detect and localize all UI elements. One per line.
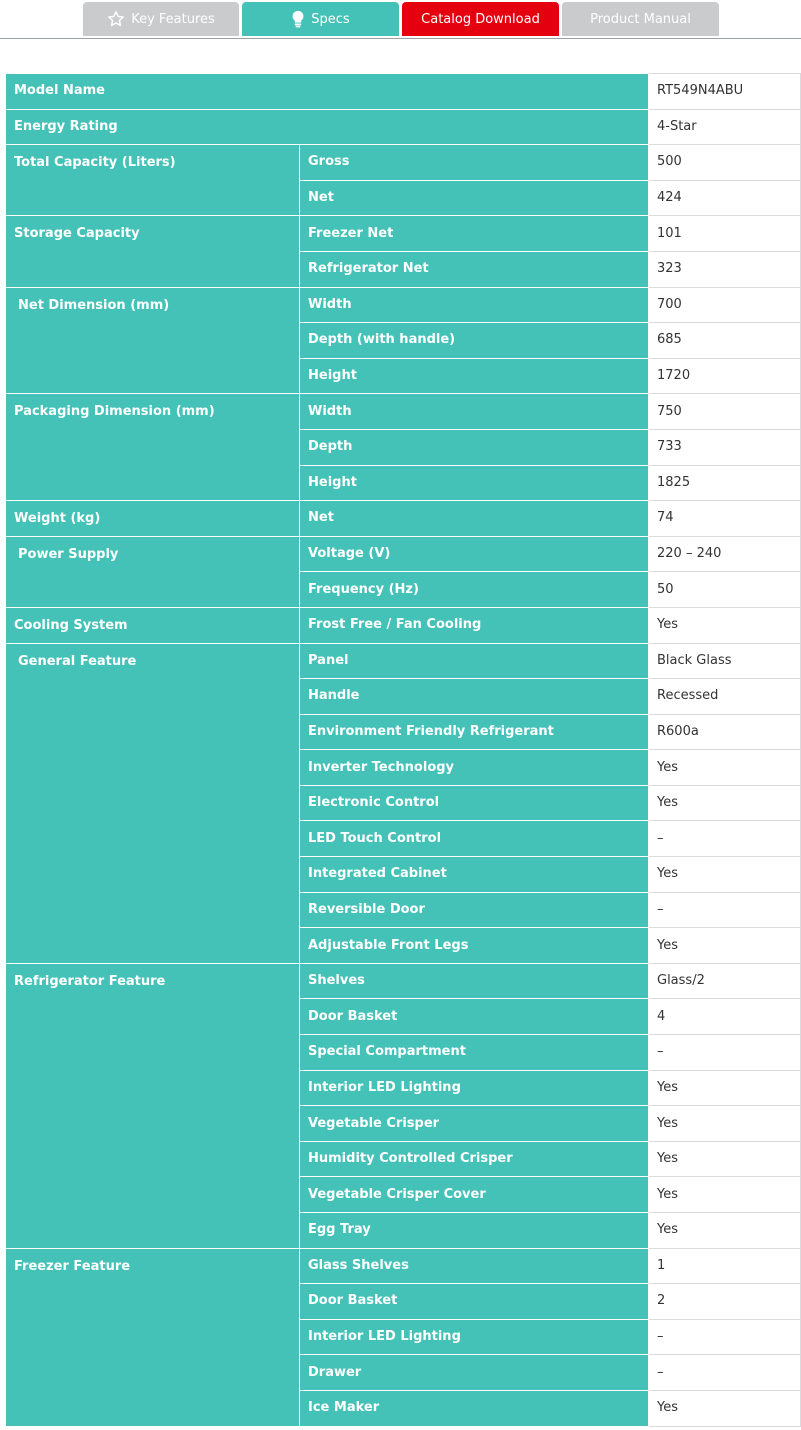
spec-value: –: [649, 1355, 801, 1391]
spec-group-label: Storage Capacity: [6, 216, 300, 287]
spec-label: Adjustable Front Legs: [300, 928, 649, 964]
table-row: [6, 963, 801, 999]
spec-label: Handle: [300, 679, 649, 715]
spec-group-label: Net Dimension (mm): [6, 287, 300, 394]
spec-value: Yes: [649, 1390, 801, 1426]
spec-value: Black Glass: [649, 643, 801, 679]
spec-label: Environment Friendly Refrigerant: [300, 714, 649, 750]
spec-value: 733: [649, 429, 801, 465]
spec-label: Vegetable Crisper Cover: [300, 1177, 649, 1213]
table-row: [6, 216, 801, 252]
spec-group-label: Packaging Dimension (mm): [6, 394, 300, 501]
table-row: [6, 74, 801, 110]
specs-table: [5, 73, 801, 1427]
spec-value: 700: [649, 287, 801, 323]
spec-group-label: General Feature: [6, 643, 300, 963]
spec-value: 500: [649, 145, 801, 181]
spec-value: Yes: [649, 1177, 801, 1213]
tab-catalog-download[interactable]: [402, 2, 559, 36]
spec-value: 750: [649, 394, 801, 430]
spec-label: Height: [300, 465, 649, 501]
spec-value: Yes: [649, 607, 801, 643]
spec-label: Refrigerator Net: [300, 251, 649, 287]
spec-label: Integrated Cabinet: [300, 857, 649, 893]
spec-label: Inverter Technology: [300, 750, 649, 786]
spec-value: 4-Star: [649, 109, 801, 145]
spec-label: Drawer: [300, 1355, 649, 1391]
spec-value: 220 – 240: [649, 536, 801, 572]
spec-group-label: Cooling System: [6, 607, 300, 643]
spec-label: Door Basket: [300, 1284, 649, 1320]
spec-label: Vegetable Crisper: [300, 1106, 649, 1142]
tab-specs[interactable]: [242, 2, 399, 36]
table-row: [6, 501, 801, 537]
spec-value: RT549N4ABU: [649, 74, 801, 110]
spec-label: Net: [300, 180, 649, 216]
spec-label: Depth: [300, 429, 649, 465]
spec-value: 50: [649, 572, 801, 608]
spec-label: Depth (with handle): [300, 323, 649, 359]
spec-label: Shelves: [300, 963, 649, 999]
table-row: [6, 394, 801, 430]
spec-value: 2: [649, 1284, 801, 1320]
spec-value: Yes: [649, 857, 801, 893]
spec-value: 1825: [649, 465, 801, 501]
spec-value: Yes: [649, 1141, 801, 1177]
spec-label: Humidity Controlled Crisper: [300, 1141, 649, 1177]
spec-label: Panel: [300, 643, 649, 679]
spec-group-label: Refrigerator Feature: [6, 963, 300, 1248]
spec-value: –: [649, 1035, 801, 1071]
spec-label: Egg Tray: [300, 1213, 649, 1249]
spec-label: Electronic Control: [300, 785, 649, 821]
spec-value: –: [649, 1319, 801, 1355]
tab-bar: [0, 0, 801, 39]
spec-label: Frost Free / Fan Cooling: [300, 607, 649, 643]
spec-value: 685: [649, 323, 801, 359]
spec-label: Model Name: [6, 74, 649, 110]
spec-label: Glass Shelves: [300, 1248, 649, 1284]
spec-label: Frequency (Hz): [300, 572, 649, 608]
spec-value: Yes: [649, 1070, 801, 1106]
spec-value: 424: [649, 180, 801, 216]
spec-value: Recessed: [649, 679, 801, 715]
table-row: [6, 643, 801, 679]
spec-value: 4: [649, 999, 801, 1035]
spec-value: 1720: [649, 358, 801, 394]
spec-label: Freezer Net: [300, 216, 649, 252]
lightbulb-icon: [291, 10, 305, 28]
spec-value: 74: [649, 501, 801, 537]
table-row: [6, 1248, 801, 1284]
star-icon: [107, 10, 125, 28]
tab-product-manual[interactable]: [562, 2, 719, 36]
spec-label: Width: [300, 287, 649, 323]
tab-catalog-download-label: Catalog Download: [421, 11, 540, 27]
spec-value: Yes: [649, 1213, 801, 1249]
tab-key-features[interactable]: [83, 2, 239, 36]
spec-group-label: Total Capacity (Liters): [6, 145, 300, 216]
spec-group-label: Weight (kg): [6, 501, 300, 537]
spec-value: 323: [649, 251, 801, 287]
table-row: [6, 607, 801, 643]
spec-label: LED Touch Control: [300, 821, 649, 857]
tab-key-features-label: Key Features: [131, 11, 215, 27]
spec-value: Yes: [649, 785, 801, 821]
tab-product-manual-label: Product Manual: [590, 11, 691, 27]
spec-value: R600a: [649, 714, 801, 750]
table-row: [6, 287, 801, 323]
spec-label: Width: [300, 394, 649, 430]
spec-label: Interior LED Lighting: [300, 1319, 649, 1355]
table-row: [6, 145, 801, 181]
spec-value: Yes: [649, 928, 801, 964]
spec-group-label: Power Supply: [6, 536, 300, 607]
spec-label: Gross: [300, 145, 649, 181]
spec-value: –: [649, 821, 801, 857]
spec-value: Yes: [649, 1106, 801, 1142]
table-row: [6, 109, 801, 145]
spec-value: Yes: [649, 750, 801, 786]
spec-value: –: [649, 892, 801, 928]
spec-value: Glass/2: [649, 963, 801, 999]
spec-value: 1: [649, 1248, 801, 1284]
spec-label: Interior LED Lighting: [300, 1070, 649, 1106]
spec-label: Door Basket: [300, 999, 649, 1035]
table-row: [6, 536, 801, 572]
spec-label: Voltage (V): [300, 536, 649, 572]
spec-group-label: Freezer Feature: [6, 1248, 300, 1426]
spec-label: Special Compartment: [300, 1035, 649, 1071]
spec-label: Net: [300, 501, 649, 537]
spec-label: Ice Maker: [300, 1390, 649, 1426]
spec-label: Energy Rating: [6, 109, 649, 145]
spec-label: Height: [300, 358, 649, 394]
tab-specs-label: Specs: [311, 11, 350, 27]
spec-label: Reversible Door: [300, 892, 649, 928]
spec-value: 101: [649, 216, 801, 252]
